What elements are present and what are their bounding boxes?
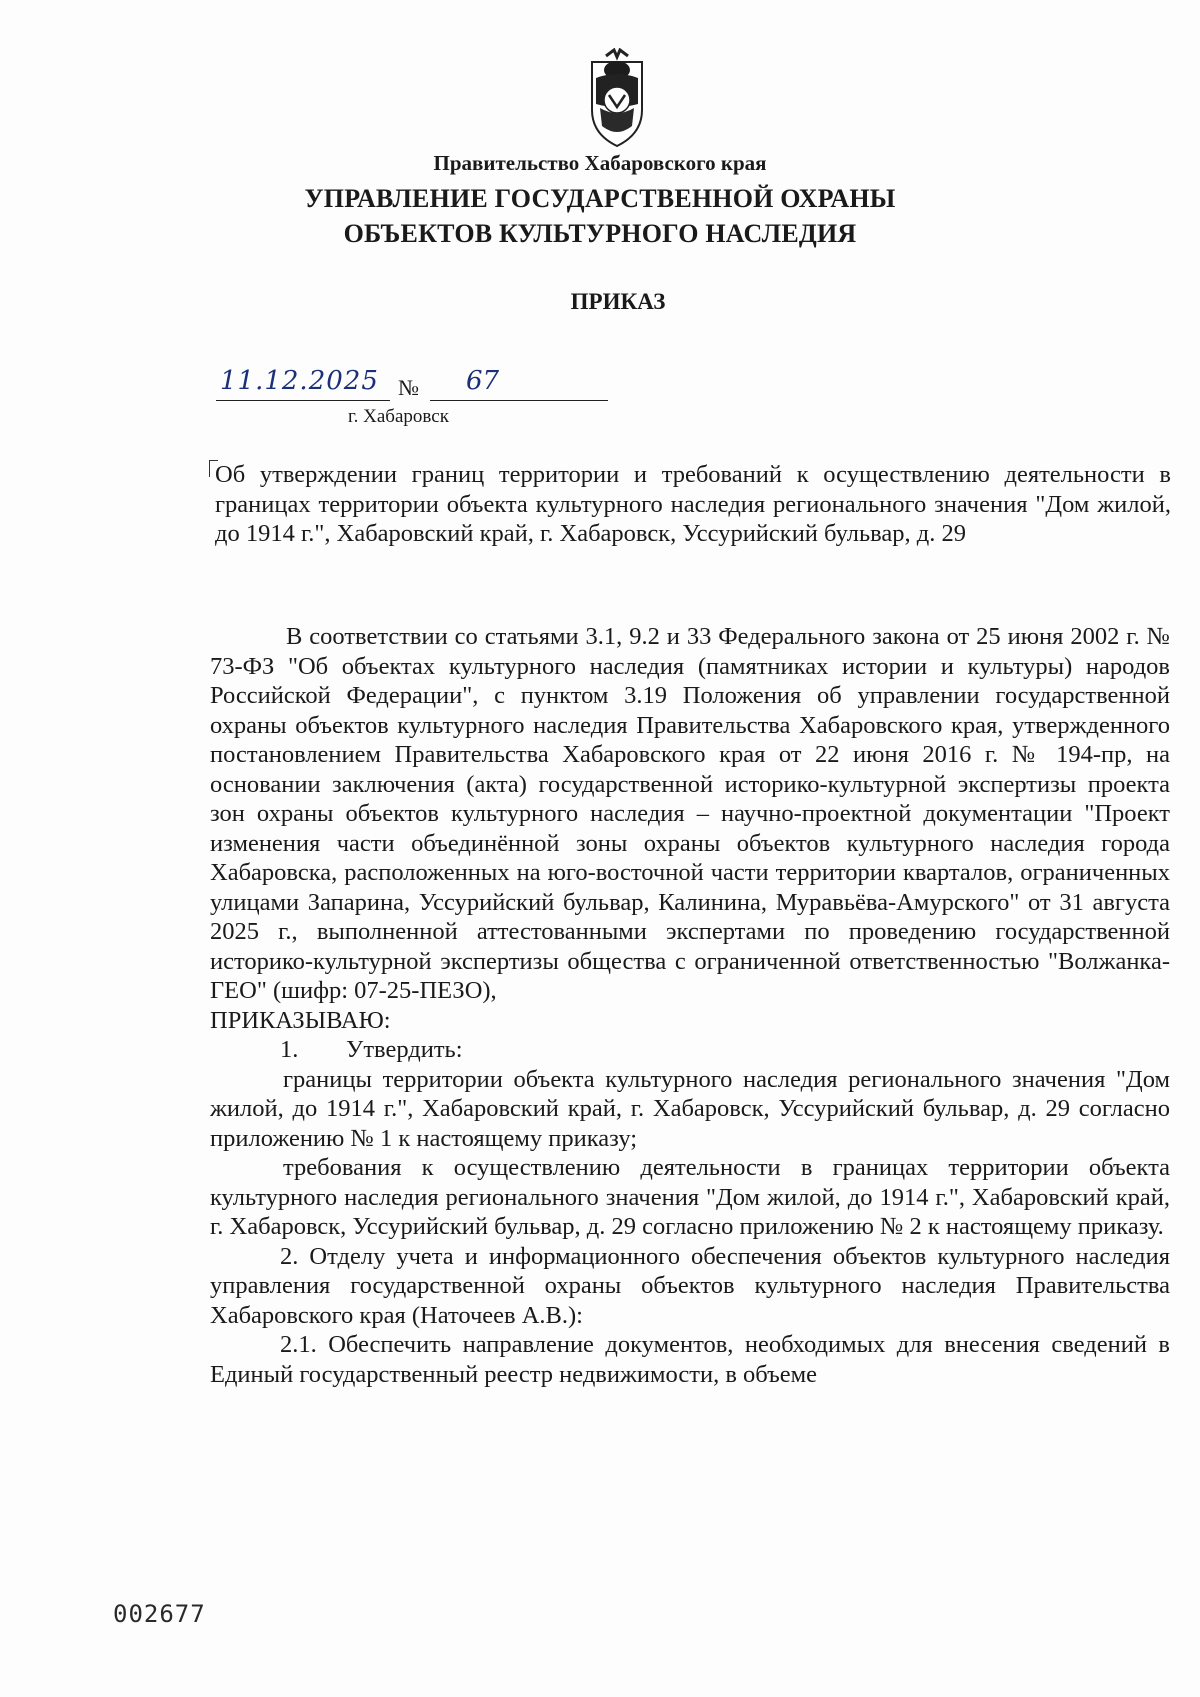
number-field: [430, 366, 608, 401]
item-1: [210, 1035, 1170, 1065]
office-name-line1: УПРАВЛЕНИЕ ГОСУДАРСТВЕННОЙ ОХРАНЫ: [304, 184, 896, 213]
date-field: [216, 366, 390, 401]
government-name: Правительство Хабаровского края: [433, 151, 767, 175]
item-2-1-paragraph: 2.1. Обеспечить направление документов, необходимых для внесения сведений в Единый государственный реестр недвижимости, в объеме: [210, 1331, 1170, 1388]
document-title: Об утверждении границ территории и требований к осуществлению деятельности в границах территории объекта культурного наследия регионального значения "Дом жилой, до 1914 г.", Хабаровский край, г. Хабаровск, Уссурийский бульвар, д. 29: [215, 461, 1171, 547]
item-1-text: Утвердить:: [346, 1036, 463, 1063]
preamble-paragraph: В соответствии со статьями 3.1, 9.2 и 33 Федерального закона от 25 июня 2002 г. № 73-ФЗ "Об объектах культурного наследия (памятниках истории и культуры) народов Российской Федерации", с пунктом 3.19 Положения об управлении государственной охраны объектов культурного наследия Правительства Хабаровского края, утвержденного постановлением Правительства Хабаровского края от 22 июня 2016 г. № 194-пр, на основании заключения (акта) государственной историко-культурной экспертизы проекта зон охраны объектов культурного наследия – научно-проектной документации "Проект изменения части объединённой зоны охраны объектов культурного наследия города Хабаровска, расположенных на юго-восточной части территории кварталов, ограниченных улицами Запарина, Уссурийский бульвар, Калинина, Муравьёва-Амурского" от 31 августа 2025 г., выполненной аттестованными экспертами по проведению государственной историко-культурной экспертизы общества с ограниченной ответственностью "Волжанка-ГЕО" (шифр: 07-25-ПЕЗО),: [210, 623, 1170, 1004]
item-1-requirements-paragraph: требования к осуществлению деятельности в границах территории объекта культурного наследия регионального значения "Дом жилой, до 1914 г.", Хабаровский край, г. Хабаровск, Уссурийский бульвар, д. 29 согласно приложению № 2 к настоящему приказу.: [210, 1154, 1170, 1240]
handwritten-number: 67: [466, 366, 500, 396]
document-serial-number: 002677: [113, 1600, 206, 1628]
document-type: ПРИКАЗ: [570, 289, 666, 314]
handwritten-date: 11.12.2025: [220, 366, 379, 396]
item-2-paragraph: 2. Отделу учета и информационного обеспечения объектов культурного наследия управления государственной охраны объектов культурного наследия Правительства Хабаровского края (Наточеев А.В.):: [210, 1242, 1170, 1329]
city-name: г. Хабаровск: [348, 406, 449, 427]
coat-of-arms-emblem: [578, 48, 656, 152]
order-word: ПРИКАЗЫВАЮ:: [210, 1006, 391, 1034]
item-1-boundaries-paragraph: границы территории объекта культурного наследия регионального значения "Дом жилой, до 1914 г.", Хабаровский край, г. Хабаровск, Уссурийский бульвар, д. 29 согласно приложению № 1 к настоящему приказу;: [210, 1065, 1170, 1152]
item-1-number: 1.: [280, 1036, 299, 1063]
document-body: [210, 622, 1170, 1389]
office-name-line2: ОБЪЕКТОВ КУЛЬТУРНОГО НАСЛЕДИЯ: [343, 219, 857, 248]
number-sign: №: [398, 375, 419, 400]
